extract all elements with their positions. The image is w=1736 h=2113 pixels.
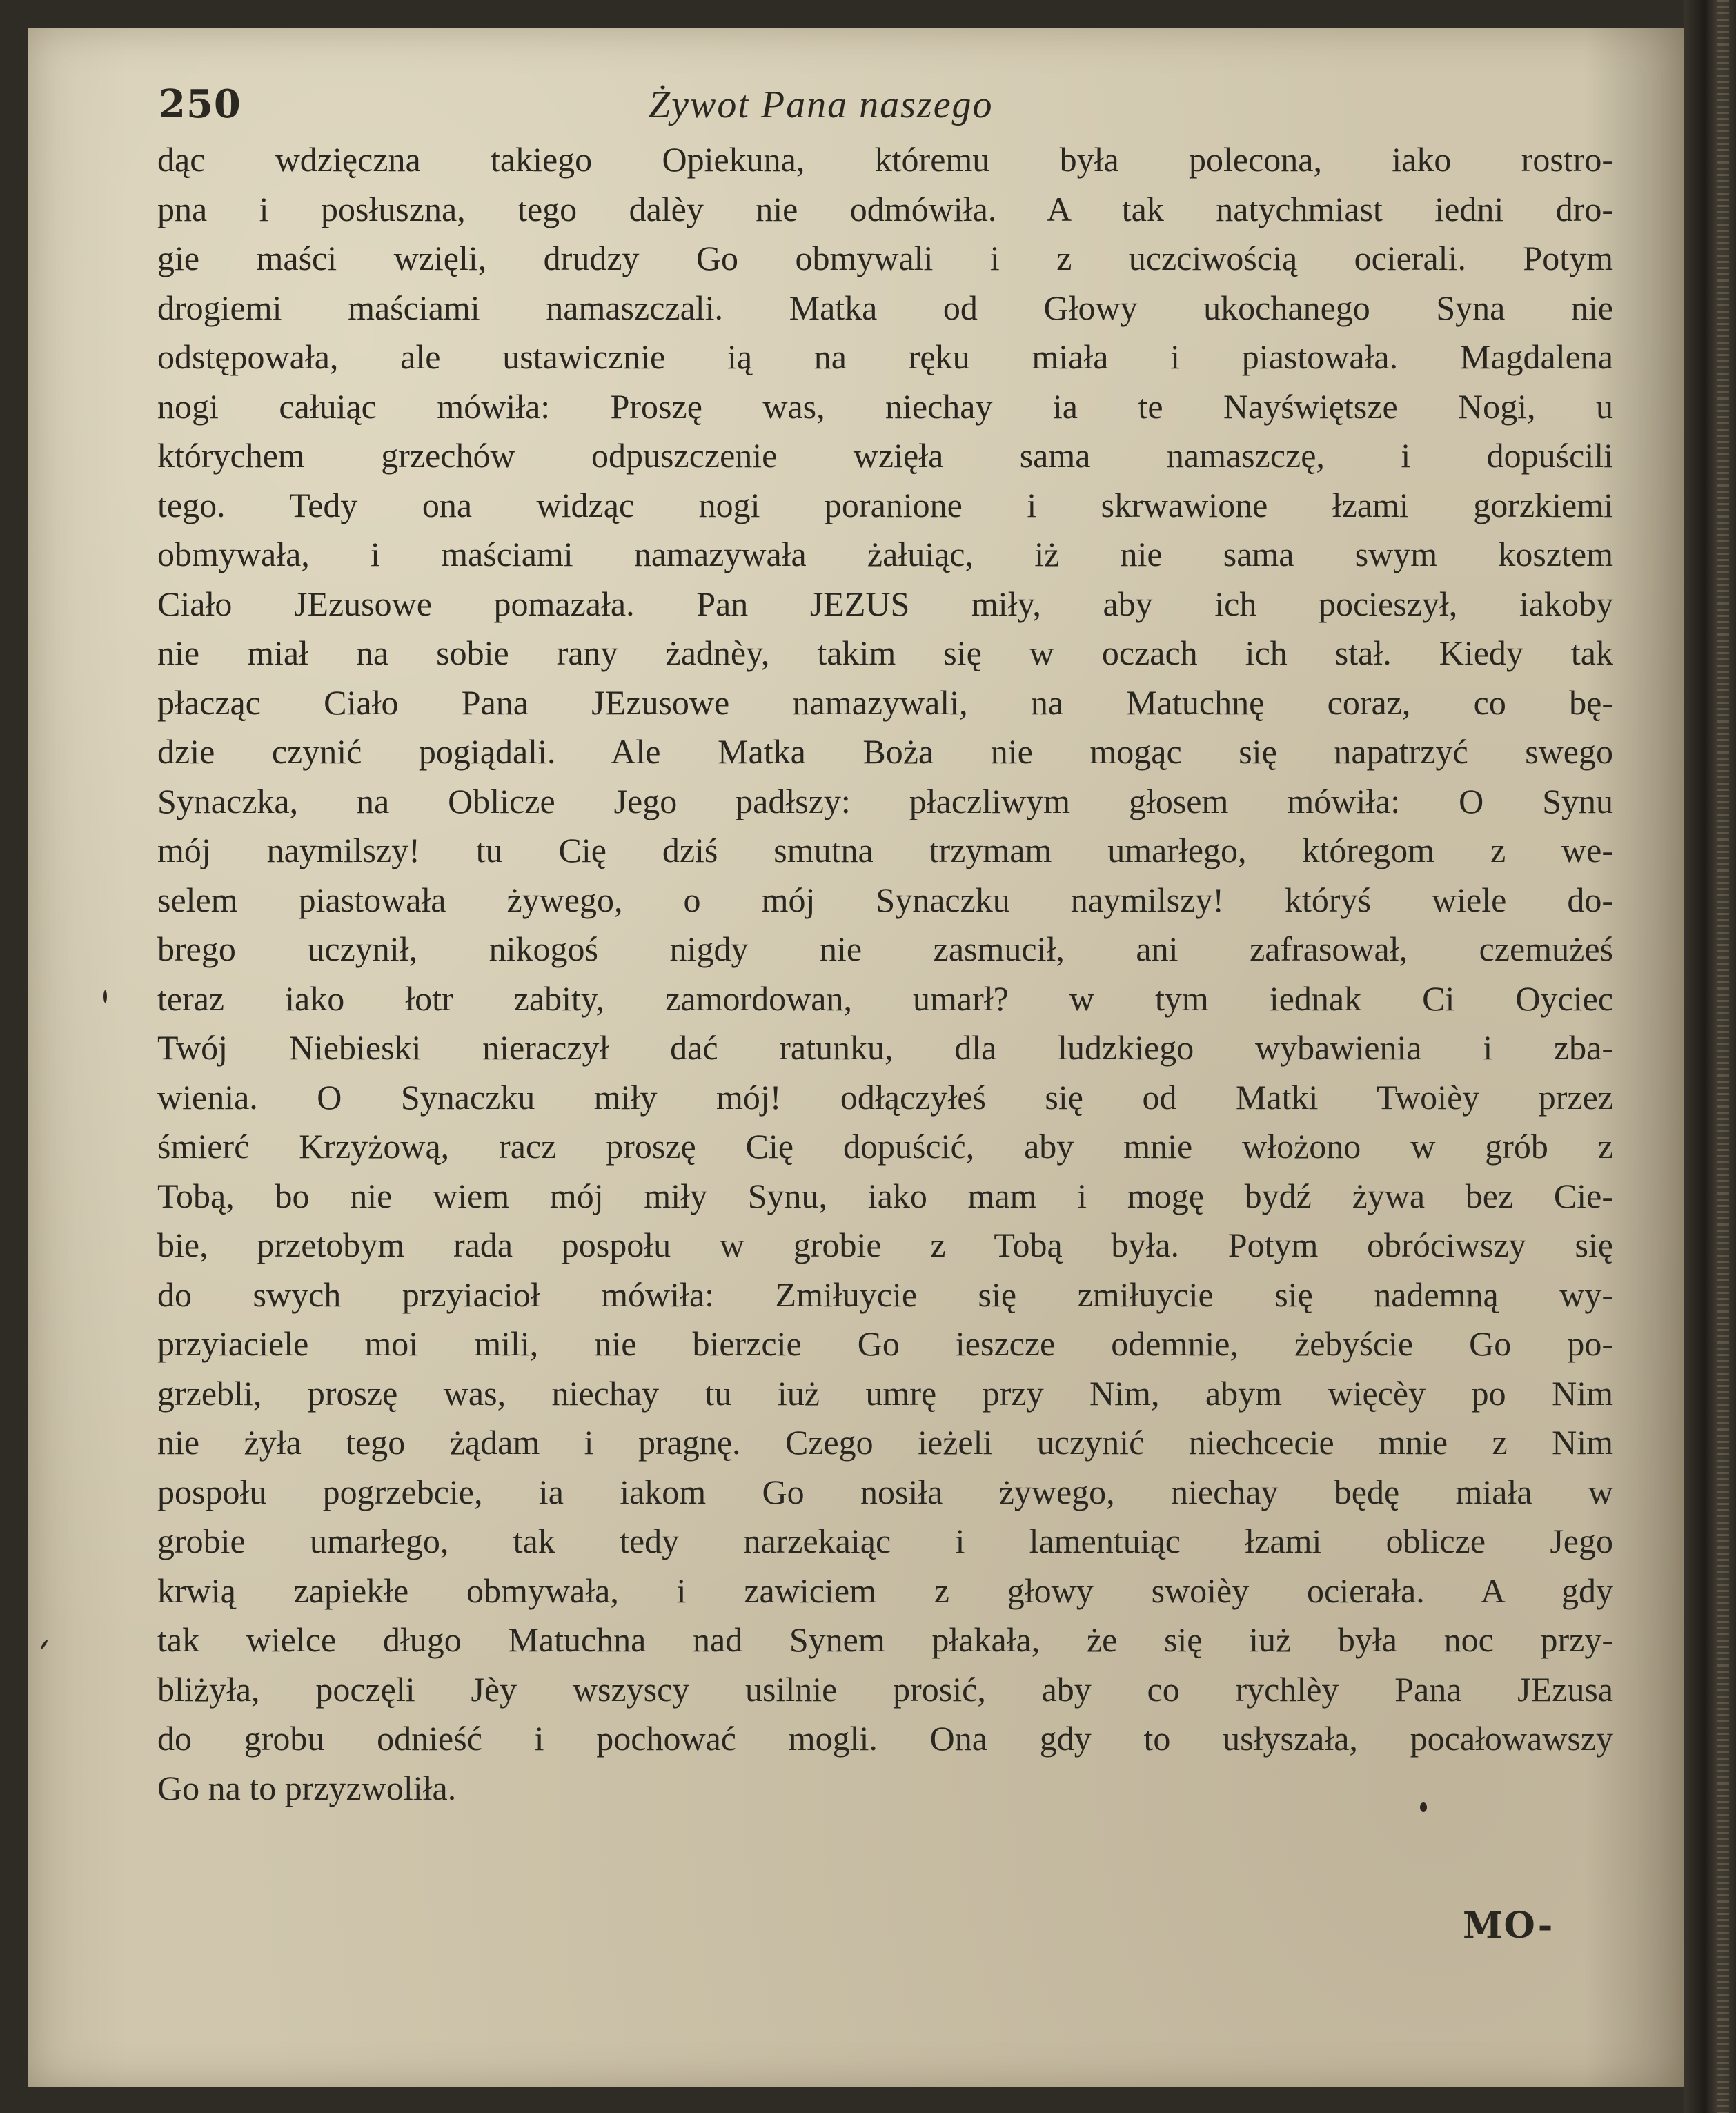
running-head [131,76,1608,138]
text-line: nogi całuiąc mówiła: Proszę was, niechay ia te Nayświętsze Nogi, u [157,386,1613,426]
text-line: mój naymilszy! tu Cię dziś smutna trzymam umarłego, któregom z we- [157,831,1613,869]
text-line: bie, przetobym rada pospołu w grobie z Tobą była. Potym obróciwszy się [157,1226,1613,1264]
text-line: którychem grzechów odpuszczenie wzięła sama namaszczę, i dopuścili [157,436,1613,475]
text-line: gie maści wzięli, drudzy Go obmywali i z uczciwością ocierali. Potym [157,239,1613,277]
text-line: drogiemi maściami namaszczali. Matka od Głowy ukochanego Syna nie [157,288,1613,327]
binding-strip [1717,0,1729,2113]
text-line: Ciało JEzusowe pomazała. Pan JEZUS miły, aby ich pocieszył, iakoby [157,584,1613,623]
text-line: Go na to przyzwoliła. [157,1768,457,1807]
text-line: Tobą, bo nie wiem mój miły Synu, iako mam i mogę bydź żywa bez Cie- [157,1176,1613,1215]
text-line: grobie umarłego, tak tedy narzekaiąc i lamentuiąc łzami oblicze Jego [157,1522,1613,1560]
ink-speck [103,990,107,1003]
text-line: brego uczynił, nikogoś nigdy nie zasmucił, ani zafrasował, czemużeś [157,930,1613,968]
text-line: nie miał na sobie rany żadnèy, takim się w oczach ich stał. Kiedy tak [157,633,1613,672]
text-line: krwią zapiekłe obmywała, i zawiciem z głowy swoièy ocierała. A gdy [157,1571,1613,1610]
text-line: pospołu pogrzebcie, ia iakom Go nosiła żywego, niechay będę miała w [157,1472,1613,1511]
text-line: przyiaciele moi mili, nie bierzcie Go ieszcze odemnie, żebyście Go po- [157,1324,1613,1363]
text-line: Synaczka, na Oblicze Jego padłszy: płaczliwym głosem mówiła: O Synu [157,781,1613,820]
text-line: bliżyła, poczęli Jèy wszyscy usilnie prosić, aby co rychlèy Pana JEzusa [157,1669,1613,1709]
text-line: płacząc Ciało Pana JEzusowe namazywali, na Matuchnę coraz, co bę- [157,682,1613,722]
ink-speck [1420,1802,1427,1812]
text-line: selem piastowała żywego, o mój Synaczku naymilszy! któryś wiele do- [157,880,1613,919]
catchword: MO- [1463,1905,1555,1947]
text-line: dąc wdzięczna takiego Opiekuna, któremu była polecona, iako rostro- [157,140,1613,179]
text-line: grzebli, proszę was, niechay tu iuż umrę przy Nim, abym więcèy po Nim [157,1373,1613,1413]
body-text [157,135,1613,1813]
text-line: Twój Niebieski nieraczył dać ratunku, dla ludzkiego wybawienia i zba- [157,1028,1613,1067]
text-line: tego. Tedy ona widząc nogi poranione i skrwawione łzami gorzkiemi [157,485,1613,524]
text-line: tak wielce długo Matuchna nad Synem płakała, że się iuż była noc przy- [157,1620,1613,1659]
text-line: pna i posłuszna, tego dalèy nie odmówiła. A tak natychmiast iedni dro- [157,189,1613,228]
text-line: obmywała, i maściami namazywała żałuiąc, iż nie sama swym kosztem [157,535,1613,573]
text-line: do swych przyiacioł mówiła: Zmiłuycie się zmiłuycie się nademną wy- [157,1275,1613,1314]
text-line: odstępowała, ale ustawicznie ią na ręku miała i piastowała. Magdalena [157,337,1613,376]
text-line: wienia. O Synaczku miły mój! odłączyłeś się od Matki Twoièy przez [157,1077,1613,1117]
text-line: teraz iako łotr zabity, zamordowan, umarł? w tym iednak Ci Oyciec [157,979,1613,1018]
text-line: do grobu odnieść i pochować mogli. Ona gdy to usłyszała, pocałowawszy [157,1719,1613,1758]
page-number: 250 [159,81,241,127]
text-line: dzie czynić pogiądali. Ale Matka Boża nie mogąc się napatrzyć swego [157,732,1613,771]
text-line: śmierć Krzyżową, racz proszę Cię dopuścić, aby mnie włożono w grób z [157,1127,1613,1166]
text-line: nie żyła tego żądam i pragnę. Czego ieżeli uczynić niechcecie mnie z Nim [157,1423,1613,1462]
running-title: Żywot Pana naszego [649,83,994,126]
